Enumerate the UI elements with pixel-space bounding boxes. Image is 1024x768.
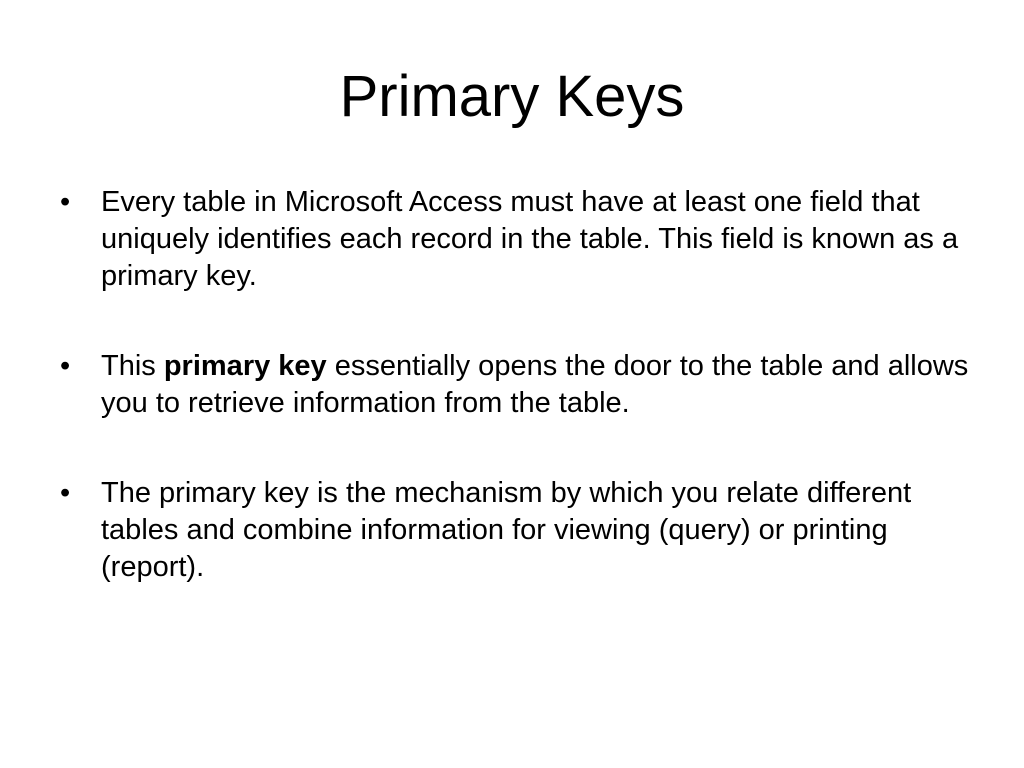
bullet-item-1 (0, 184, 1024, 295)
bullet-marker: • (60, 350, 71, 382)
bullet-text-pre: This (101, 350, 164, 382)
bullet-text: The primary key is the mechanism by which you relate different tables and combine information for viewing (query) or printing (report). (101, 477, 912, 583)
slide-title: Primary Keys (339, 64, 685, 129)
bullet-marker: • (60, 186, 71, 218)
bullet-item-2 (0, 348, 1024, 422)
bullet-text: Every table in Microsoft Access must have at least one field that uniquely identifies each record in the table. This field is known as a primary key. (101, 186, 959, 292)
bullet-text-bold: primary key (163, 350, 327, 382)
bullet-item-3 (0, 475, 1024, 586)
bullet-text-post: essentially opens the door to the table and allows you to retrieve information from the table. (101, 350, 969, 419)
bullet-marker: • (60, 477, 71, 509)
bullet-list (0, 184, 1024, 639)
